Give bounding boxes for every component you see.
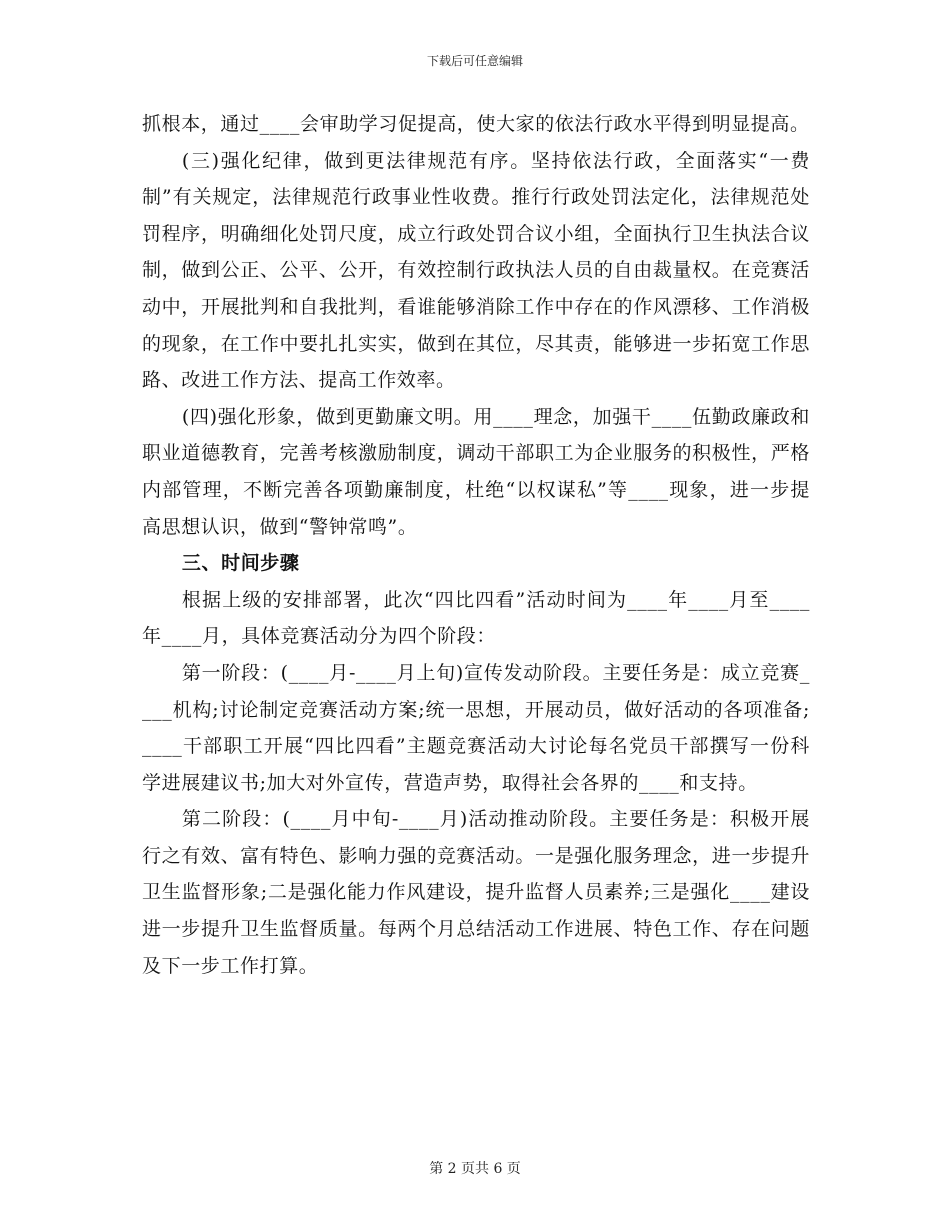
document-body <box>142 106 810 984</box>
paragraph-stage-two: 第二阶段：(____月中旬-____月)活动推动阶段。主要任务是：积极开展行之有效、富有特色、影响力强的竞赛活动。一是强化服务理念，进一步提升卫生监督形象;二是强化能力作风建设，提升监督人员素养;三是强化____建设进一步提升卫生监督质量。每两个月总结活动工作进展、特色工作、存在问题及下一步工作打算。 <box>142 808 810 977</box>
paragraph-discipline: (三)强化纪律，做到更法律规范有序。坚持依法行政，全面落实“一费制”有关规定，法律规范行政事业性收费。推行行政处罚法定化，法律规范处罚程序，明确细化处罚尺度，成立行政处罚合议小组，全面执行卫生执法合议制，做到公正、公平、公开，有效控制行政执法人员的自由裁量权。在竞赛活动中，开展批判和自我批判，看谁能够消除工作中存在的作风漂移、工作消极的现象，在工作中要扎扎实实，做到在其位，尽其责，能够进一步拓宽工作思路、改进工作方法、提高工作效率。 <box>142 149 810 392</box>
paragraph-schedule: 根据上级的安排部署，此次“四比四看”活动时间为____年____月至____年____月，具体竞赛活动分为四个阶段： <box>142 588 810 648</box>
paragraph-image: (四)强化形象，做到更勤廉文明。用____理念，加强干____伍勤政廉政和职业道德教育，完善考核激励制度，调动干部职工为企业服务的积极性，严格内部管理，不断完善各项勤廉制度，杜绝“以权谋私”等____现象，进一步提高思想认识，做到“警钟常鸣”。 <box>142 405 810 538</box>
paragraph-continuation: 抓根本，通过____会审助学习促提高，使大家的依法行政水平得到明显提高。 <box>142 113 810 135</box>
paragraph-stage-one: 第一阶段：(____月-____月上旬)宣传发动阶段。主要任务是：成立竞赛____机构;讨论制定竞赛活动方案;统一思想，开展动员，做好活动的各项准备;____干部职工开展“四比四看”主题竞赛活动大讨论每名党员干部撰写一份科学进展建议书;加大对外宣传，营造声势，取得社会各界的____和支持。 <box>142 661 810 794</box>
page-footer: 第 2 页共 6 页 <box>429 1161 521 1177</box>
page-header: 下载后可任意编辑 <box>426 54 523 68</box>
section-heading-time-steps: 三、时间步骤 <box>181 552 300 575</box>
